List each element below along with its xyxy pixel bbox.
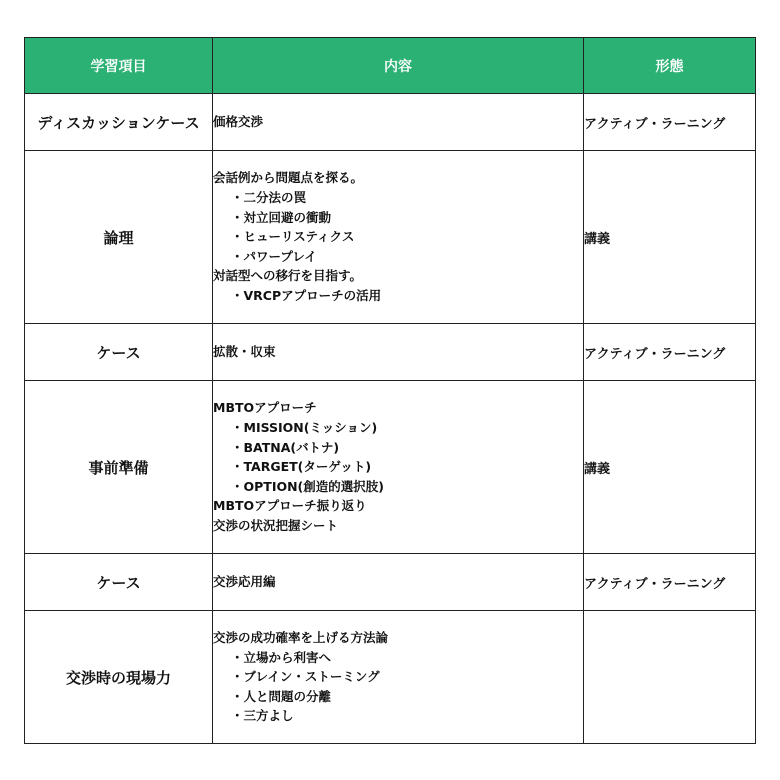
row-item: ケース bbox=[25, 554, 213, 611]
content-line: ・ヒューリスティクス bbox=[231, 229, 355, 245]
table-row bbox=[25, 151, 756, 324]
content-line: ・MISSION(ミッション) bbox=[231, 420, 378, 436]
row-format: アクティブ・ラーニング bbox=[584, 324, 756, 381]
content-line: ・三方よし bbox=[231, 708, 294, 724]
row-item: 事前準備 bbox=[25, 381, 213, 554]
row-content bbox=[213, 151, 584, 324]
row-content bbox=[213, 94, 584, 151]
row-content bbox=[213, 324, 584, 381]
row-content bbox=[213, 611, 584, 744]
table-row bbox=[25, 94, 756, 151]
content-line: ・OPTION(創造的選択肢) bbox=[231, 478, 384, 494]
content-line: 拡散・収束 bbox=[213, 344, 276, 360]
content-line: ・二分法の罠 bbox=[231, 190, 307, 206]
row-item: ディスカッションケース bbox=[25, 94, 213, 151]
content-line: ・TARGET(ターゲット) bbox=[231, 459, 372, 475]
row-format: 講義 bbox=[584, 151, 756, 324]
row-content bbox=[213, 381, 584, 554]
table-row bbox=[25, 554, 756, 611]
content-line: 会話例から問題点を探る。 bbox=[213, 170, 364, 186]
table-row bbox=[25, 381, 756, 554]
row-format: 講義 bbox=[584, 381, 756, 554]
header-content: 内容 bbox=[213, 38, 584, 94]
content-line: ・立場から利害へ bbox=[231, 649, 332, 665]
curriculum-table bbox=[24, 37, 756, 744]
row-content bbox=[213, 554, 584, 611]
row-format bbox=[584, 611, 756, 744]
content-line: ・BATNA(バトナ) bbox=[231, 439, 340, 455]
row-format: アクティブ・ラーニング bbox=[584, 554, 756, 611]
content-line: ・人と問題の分離 bbox=[231, 688, 332, 704]
row-format: アクティブ・ラーニング bbox=[584, 94, 756, 151]
content-line: MBTOアプローチ振り返り bbox=[213, 498, 367, 514]
header-item: 学習項目 bbox=[25, 38, 213, 94]
content-line: ・パワープレイ bbox=[231, 248, 317, 264]
row-item: ケース bbox=[25, 324, 213, 381]
table-row bbox=[25, 611, 756, 744]
content-line: ・対立回避の衝動 bbox=[231, 209, 332, 225]
content-line: 交渉の状況把握シート bbox=[213, 517, 339, 533]
content-line: ・VRCPアプローチの活用 bbox=[231, 287, 382, 303]
row-item: 交渉時の現場力 bbox=[25, 611, 213, 744]
content-line: 対話型への移行を目指す。 bbox=[213, 268, 363, 284]
row-item: 論理 bbox=[25, 151, 213, 324]
header-format: 形態 bbox=[584, 38, 756, 94]
content-line: 価格交渉 bbox=[213, 114, 264, 130]
content-line: MBTOアプローチ bbox=[213, 400, 317, 416]
table-row bbox=[25, 324, 756, 381]
content-line: ・ブレイン・ストーミング bbox=[231, 669, 380, 685]
content-line: 交渉応用編 bbox=[213, 574, 276, 590]
curriculum-sheet bbox=[24, 37, 756, 744]
header-row bbox=[25, 38, 756, 94]
content-line: 交渉の成功確率を上げる方法論 bbox=[213, 630, 389, 646]
